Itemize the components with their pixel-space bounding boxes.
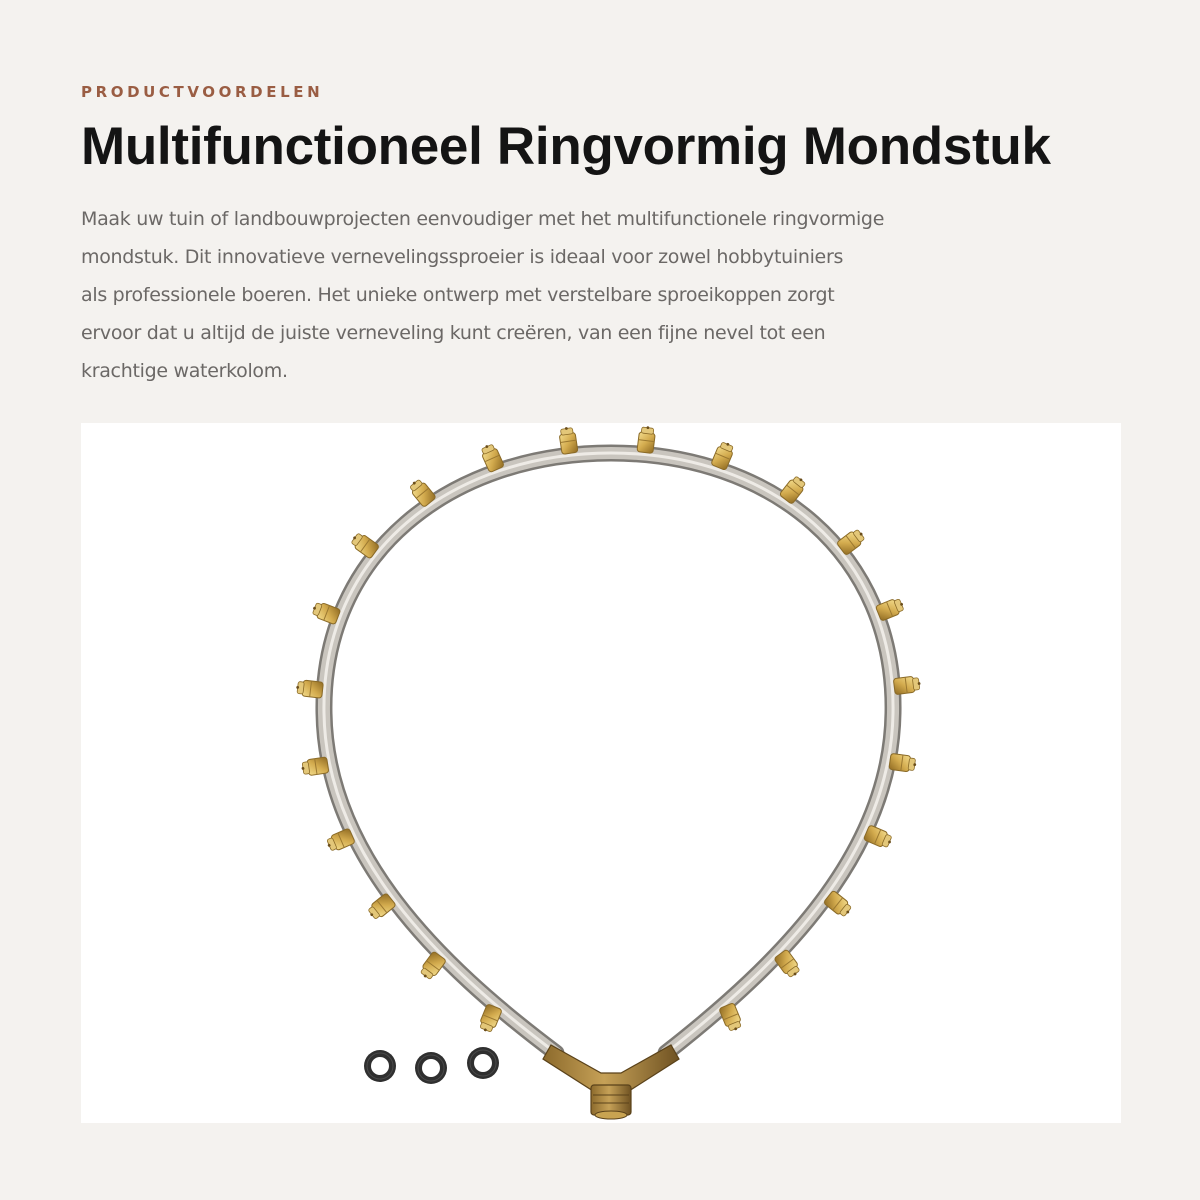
product-description [81, 200, 884, 390]
rubber-washer [467, 1047, 499, 1079]
nozzle-head [295, 679, 323, 698]
description-line: mondstuk. Dit innovatieve vernevelingssproeier is ideaal voor zowel hobbytuiniers [81, 246, 844, 268]
ring-nozzle-illustration [81, 423, 1121, 1123]
description-line: Maak uw tuin of landbouwprojecten eenvoudiger met het multifunctionele ringvormige [81, 208, 885, 230]
pipe-highlight [324, 453, 893, 1053]
nozzle-head [875, 596, 905, 621]
section-eyebrow: PRODUCTVOORDELEN [81, 83, 324, 101]
description-line: als professionele boeren. Het unieke ontwerp met verstelbare sproeikoppen zorgt [81, 284, 835, 306]
nozzle-head [719, 1003, 744, 1033]
nozzle-head [477, 1004, 502, 1034]
nozzle-head [300, 757, 328, 777]
nozzle-head [558, 426, 578, 454]
pipe-body [324, 453, 893, 1053]
pipe-outline [324, 453, 893, 1053]
nozzle-head [863, 825, 894, 850]
nozzle-head [893, 675, 921, 694]
product-image [81, 423, 1121, 1123]
nozzle-head [889, 753, 917, 772]
description-line: krachtige waterkolom. [81, 360, 288, 382]
page-title: Multifunctioneel Ringvormig Mondstuk [81, 117, 1051, 176]
rubber-washer [364, 1050, 396, 1082]
rubber-washer [415, 1052, 447, 1084]
nozzle-head [310, 600, 340, 624]
nozzle-head [325, 828, 356, 853]
nozzle-head [637, 425, 656, 453]
y-fitting [543, 1045, 679, 1119]
description-line: ervoor dat u altijd de juiste verneveling kunt creëren, van een fijne nevel tot een [81, 322, 826, 344]
